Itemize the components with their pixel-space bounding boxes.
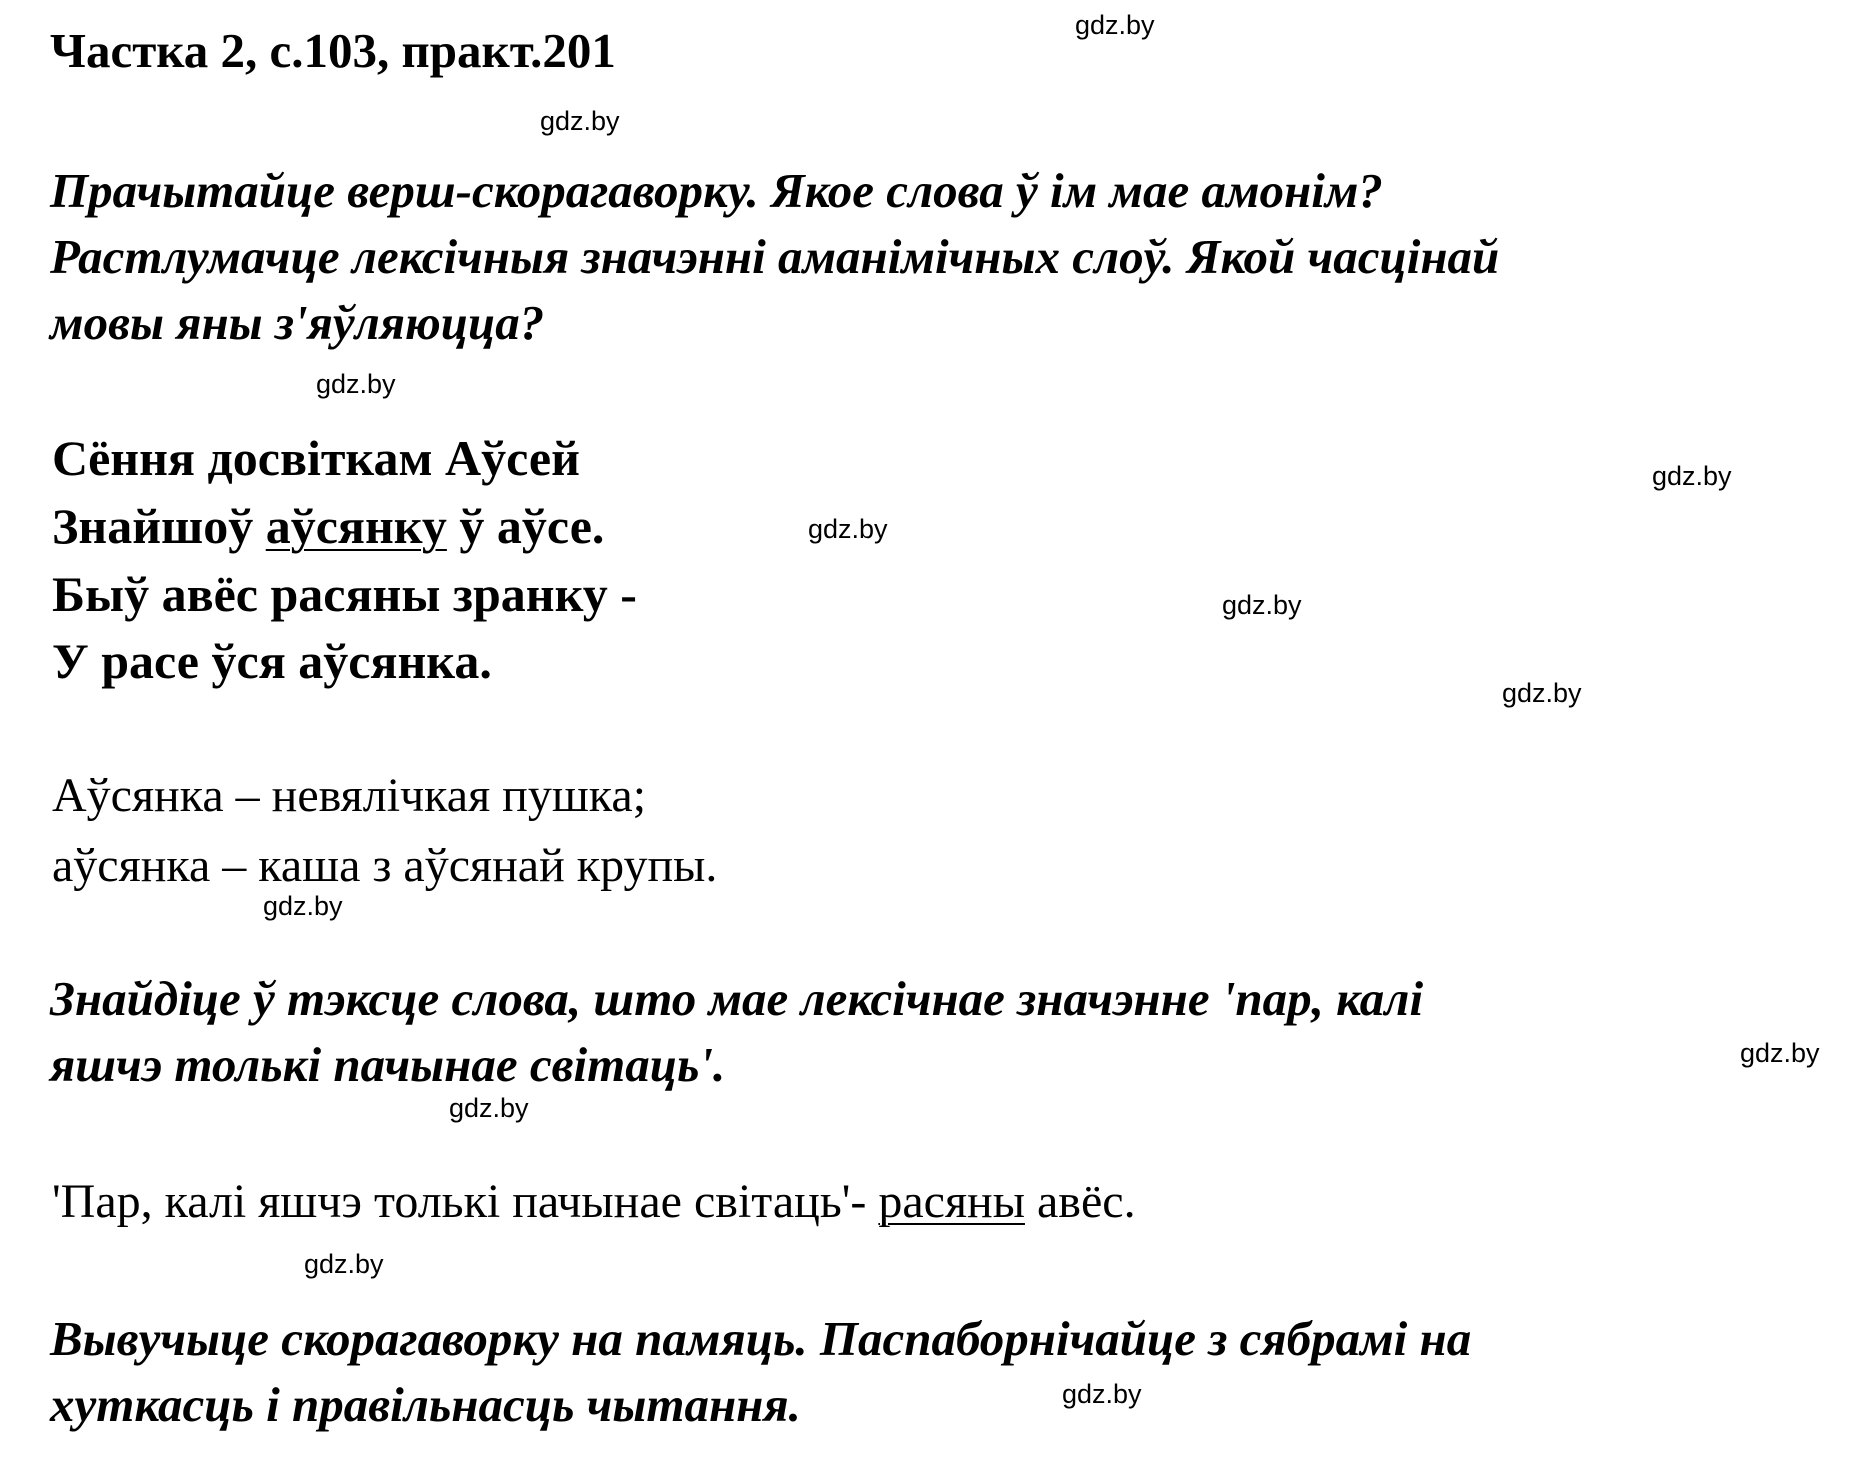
poem-line-4: У расе ўся аўсянка.	[52, 633, 492, 689]
task-2-line-2: яшчэ толькі пачынае світаць'.	[50, 1037, 726, 1092]
poem-line-3: Быў авёс расяны зранку -	[52, 566, 637, 622]
page-title: Частка 2, с.103, практ.201	[50, 23, 616, 78]
watermark: gdz.by	[1740, 1038, 1820, 1068]
task-3-line-2: хуткасць і правільнасць чытання.	[50, 1377, 801, 1432]
answer-2-end: авёс.	[1024, 1175, 1136, 1228]
poem-line-2	[52, 498, 605, 554]
watermark: gdz.by	[540, 106, 620, 136]
watermark: gdz.by	[1222, 590, 1302, 620]
answer-1-line-2: аўсянка – каша з аўсянай крупы.	[52, 839, 718, 892]
poem-line-2-start: Знайшоў	[52, 498, 266, 554]
answer-1-line-1: Аўсянка – невялічкая пушка;	[52, 769, 647, 822]
underlined-answer-word: расяны	[878, 1175, 1025, 1228]
task-2-line-1: Знайдіце ў тэксце слова, што мае лексічнае значэнне 'пар, калі	[50, 971, 1424, 1026]
poem-line-1: Сёння досвіткам Аўсей	[52, 430, 580, 486]
watermark: gdz.by	[1075, 10, 1155, 40]
watermark: gdz.by	[304, 1249, 384, 1279]
task-1-line-2: Растлумачце лексічныя значэнні аманімічных слоў. Якой часцінай	[50, 229, 1500, 284]
watermark: gdz.by	[316, 369, 396, 399]
answer-2	[52, 1175, 1136, 1228]
task-1-line-3: мовы яны з'яўляюцца?	[50, 295, 545, 350]
watermark: gdz.by	[1502, 678, 1582, 708]
answer-2-start: 'Пар, калі яшчэ толькі пачынае світаць'-	[52, 1175, 879, 1228]
watermark: gdz.by	[1652, 461, 1732, 491]
poem-line-2-end: ў аўсе.	[446, 498, 605, 554]
watermark: gdz.by	[263, 891, 343, 921]
watermark: gdz.by	[1062, 1379, 1142, 1409]
task-1-line-1: Прачытайце верш-скорагаворку. Якое слова ў ім мае амонім?	[50, 163, 1383, 218]
watermark: gdz.by	[808, 514, 888, 544]
watermark: gdz.by	[449, 1093, 529, 1123]
underlined-word: аўсянку	[265, 498, 447, 554]
task-3-line-1: Вывучыце скорагаворку на памяць. Паспаборнічайце з сябрамі на	[50, 1311, 1472, 1366]
